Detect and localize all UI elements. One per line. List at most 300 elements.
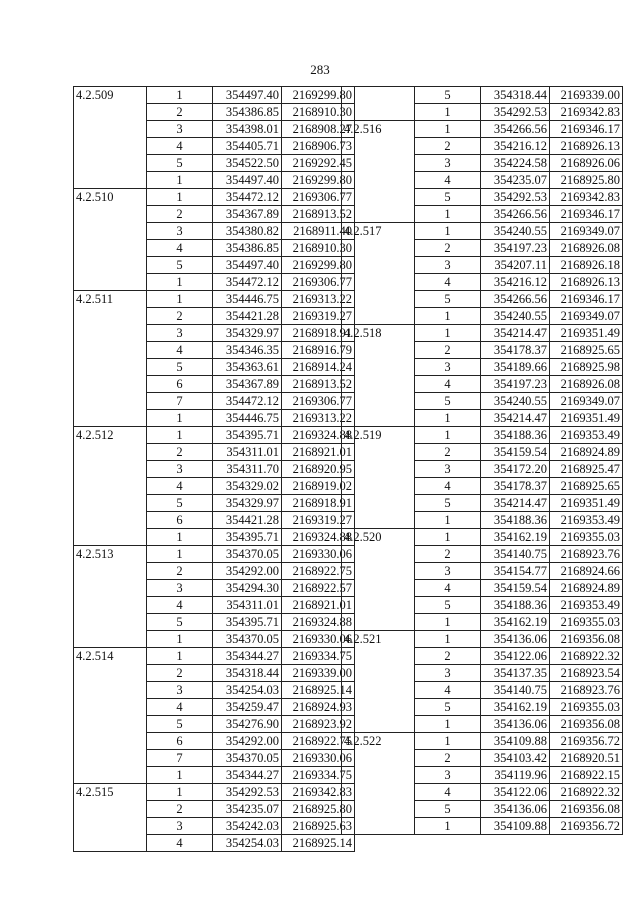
table-row xyxy=(342,257,623,274)
point-number-cell: 5 xyxy=(147,257,213,274)
table-row xyxy=(74,716,355,733)
x-coordinate-cell: 354140.75 xyxy=(481,546,550,563)
x-coordinate-cell: 354162.19 xyxy=(481,614,550,631)
point-number-cell: 2 xyxy=(415,648,481,665)
x-coordinate-cell: 354240.55 xyxy=(481,223,550,240)
x-coordinate-cell: 354214.47 xyxy=(481,325,550,342)
point-number-cell: 2 xyxy=(147,104,213,121)
x-coordinate-cell: 354292.53 xyxy=(481,104,550,121)
y-coordinate-cell: 2169330.06 xyxy=(282,750,355,767)
y-coordinate-cell: 2168908.27 xyxy=(282,121,355,138)
x-coordinate-cell: 354266.56 xyxy=(481,206,550,223)
parcel-id-cell xyxy=(74,716,147,733)
y-coordinate-cell: 2169349.07 xyxy=(550,393,623,410)
y-coordinate-cell: 2169313.22 xyxy=(282,291,355,308)
parcel-id-cell xyxy=(342,614,415,631)
x-coordinate-cell: 354386.85 xyxy=(213,240,282,257)
point-number-cell: 4 xyxy=(415,274,481,291)
parcel-id-cell xyxy=(342,410,415,427)
coordinates-table-right xyxy=(341,86,623,835)
table-row xyxy=(74,529,355,546)
point-number-cell: 6 xyxy=(147,376,213,393)
y-coordinate-cell: 2169351.49 xyxy=(550,495,623,512)
parcel-id-cell xyxy=(342,308,415,325)
point-number-cell: 1 xyxy=(415,512,481,529)
parcel-id-cell xyxy=(342,461,415,478)
point-number-cell: 4 xyxy=(147,138,213,155)
y-coordinate-cell: 2169351.49 xyxy=(550,325,623,342)
point-number-cell: 5 xyxy=(415,495,481,512)
parcel-id-cell xyxy=(74,172,147,189)
parcel-id-cell xyxy=(74,461,147,478)
parcel-id-cell xyxy=(74,376,147,393)
table-row xyxy=(74,682,355,699)
point-number-cell: 5 xyxy=(147,359,213,376)
y-coordinate-cell: 2168926.18 xyxy=(550,257,623,274)
table-row xyxy=(342,495,623,512)
y-coordinate-cell: 2168921.01 xyxy=(282,597,355,614)
parcel-id-cell xyxy=(74,631,147,648)
point-number-cell: 5 xyxy=(415,801,481,818)
point-number-cell: 5 xyxy=(147,614,213,631)
parcel-id-cell xyxy=(74,240,147,257)
point-number-cell: 4 xyxy=(147,478,213,495)
parcel-id-cell xyxy=(74,835,147,852)
point-number-cell: 2 xyxy=(415,444,481,461)
table-row xyxy=(342,308,623,325)
point-number-cell: 4 xyxy=(415,580,481,597)
x-coordinate-cell: 354188.36 xyxy=(481,427,550,444)
parcel-id-cell xyxy=(342,546,415,563)
x-coordinate-cell: 354254.03 xyxy=(213,835,282,852)
point-number-cell: 1 xyxy=(415,631,481,648)
x-coordinate-cell: 354137.35 xyxy=(481,665,550,682)
point-number-cell: 2 xyxy=(147,308,213,325)
point-number-cell: 4 xyxy=(147,240,213,257)
parcel-id-cell xyxy=(342,155,415,172)
parcel-id-cell xyxy=(74,104,147,121)
parcel-id-cell: 4.2.512 xyxy=(74,427,147,444)
x-coordinate-cell: 354109.88 xyxy=(481,733,550,750)
point-number-cell: 6 xyxy=(147,733,213,750)
table-row xyxy=(74,274,355,291)
parcel-id-cell xyxy=(342,699,415,716)
table-row xyxy=(342,716,623,733)
y-coordinate-cell: 2169330.06 xyxy=(282,546,355,563)
x-coordinate-cell: 354235.07 xyxy=(481,172,550,189)
x-coordinate-cell: 354140.75 xyxy=(481,682,550,699)
x-coordinate-cell: 354242.03 xyxy=(213,818,282,835)
parcel-id-cell xyxy=(74,682,147,699)
table-row xyxy=(74,376,355,393)
parcel-id-cell xyxy=(74,206,147,223)
x-coordinate-cell: 354472.12 xyxy=(213,189,282,206)
x-coordinate-cell: 354216.12 xyxy=(481,274,550,291)
x-coordinate-cell: 354188.36 xyxy=(481,512,550,529)
y-coordinate-cell: 2169353.49 xyxy=(550,512,623,529)
point-number-cell: 1 xyxy=(147,648,213,665)
y-coordinate-cell: 2169319.27 xyxy=(282,512,355,529)
table-row xyxy=(342,665,623,682)
y-coordinate-cell: 2169346.17 xyxy=(550,291,623,308)
point-number-cell: 1 xyxy=(415,410,481,427)
table-row xyxy=(74,189,355,206)
point-number-cell: 3 xyxy=(147,818,213,835)
table-row xyxy=(74,835,355,852)
table-row xyxy=(342,342,623,359)
y-coordinate-cell: 2168923.76 xyxy=(550,546,623,563)
y-coordinate-cell: 2168924.89 xyxy=(550,444,623,461)
parcel-id-cell xyxy=(74,563,147,580)
point-number-cell: 1 xyxy=(415,206,481,223)
parcel-id-cell xyxy=(342,444,415,461)
parcel-id-cell xyxy=(74,342,147,359)
parcel-id-cell: 4.2.520 xyxy=(342,529,415,546)
point-number-cell: 2 xyxy=(147,444,213,461)
y-coordinate-cell: 2168913.52 xyxy=(282,206,355,223)
table-row xyxy=(74,240,355,257)
x-coordinate-cell: 354311.01 xyxy=(213,597,282,614)
table-row xyxy=(74,818,355,835)
table-row xyxy=(342,784,623,801)
y-coordinate-cell: 2169349.07 xyxy=(550,223,623,240)
parcel-id-cell xyxy=(74,801,147,818)
table-row xyxy=(342,461,623,478)
point-number-cell: 1 xyxy=(147,274,213,291)
y-coordinate-cell: 2168926.08 xyxy=(550,376,623,393)
parcel-id-cell xyxy=(74,665,147,682)
x-coordinate-cell: 354367.89 xyxy=(213,206,282,223)
point-number-cell: 5 xyxy=(415,393,481,410)
x-coordinate-cell: 354311.01 xyxy=(213,444,282,461)
y-coordinate-cell: 2169353.49 xyxy=(550,427,623,444)
table-row xyxy=(74,121,355,138)
point-number-cell: 5 xyxy=(415,87,481,104)
point-number-cell: 3 xyxy=(147,461,213,478)
parcel-id-cell xyxy=(342,478,415,495)
point-number-cell: 1 xyxy=(415,733,481,750)
parcel-id-cell xyxy=(74,410,147,427)
point-number-cell: 2 xyxy=(415,546,481,563)
x-coordinate-cell: 354162.19 xyxy=(481,699,550,716)
parcel-id-cell xyxy=(342,563,415,580)
x-coordinate-cell: 354159.54 xyxy=(481,444,550,461)
y-coordinate-cell: 2169324.88 xyxy=(282,427,355,444)
parcel-id-cell xyxy=(342,291,415,308)
point-number-cell: 3 xyxy=(147,121,213,138)
table-row xyxy=(74,257,355,274)
table-row xyxy=(74,546,355,563)
parcel-id-cell xyxy=(74,597,147,614)
parcel-id-cell xyxy=(74,733,147,750)
y-coordinate-cell: 2168925.47 xyxy=(550,461,623,478)
x-coordinate-cell: 354421.28 xyxy=(213,308,282,325)
x-coordinate-cell: 354292.53 xyxy=(213,784,282,801)
point-number-cell: 1 xyxy=(147,189,213,206)
point-number-cell: 2 xyxy=(415,240,481,257)
point-number-cell: 7 xyxy=(147,393,213,410)
x-coordinate-cell: 354446.75 xyxy=(213,291,282,308)
x-coordinate-cell: 354398.01 xyxy=(213,121,282,138)
parcel-id-cell xyxy=(342,767,415,784)
y-coordinate-cell: 2169334.75 xyxy=(282,767,355,784)
point-number-cell: 3 xyxy=(147,223,213,240)
y-coordinate-cell: 2169346.17 xyxy=(550,121,623,138)
table-row xyxy=(342,359,623,376)
parcel-id-cell xyxy=(342,393,415,410)
table-row xyxy=(74,580,355,597)
table-row xyxy=(342,376,623,393)
parcel-id-cell xyxy=(74,393,147,410)
parcel-id-cell xyxy=(342,648,415,665)
point-number-cell: 5 xyxy=(415,291,481,308)
point-number-cell: 3 xyxy=(147,580,213,597)
table-row xyxy=(342,155,623,172)
table-row xyxy=(342,767,623,784)
table-row xyxy=(74,631,355,648)
point-number-cell: 4 xyxy=(147,835,213,852)
table-row xyxy=(342,478,623,495)
x-coordinate-cell: 354136.06 xyxy=(481,801,550,818)
point-number-cell: 4 xyxy=(147,342,213,359)
table-row xyxy=(74,393,355,410)
table-row xyxy=(74,444,355,461)
table-row xyxy=(74,427,355,444)
table-row xyxy=(74,733,355,750)
table-row xyxy=(74,291,355,308)
x-coordinate-cell: 354346.35 xyxy=(213,342,282,359)
x-coordinate-cell: 354370.05 xyxy=(213,546,282,563)
table-row xyxy=(342,614,623,631)
x-coordinate-cell: 354103.42 xyxy=(481,750,550,767)
parcel-id-cell xyxy=(342,206,415,223)
parcel-id-cell xyxy=(74,512,147,529)
point-number-cell: 6 xyxy=(147,512,213,529)
y-coordinate-cell: 2168920.51 xyxy=(550,750,623,767)
y-coordinate-cell: 2169356.08 xyxy=(550,716,623,733)
y-coordinate-cell: 2169342.83 xyxy=(550,104,623,121)
x-coordinate-cell: 354189.66 xyxy=(481,359,550,376)
parcel-id-cell xyxy=(342,818,415,835)
parcel-id-cell xyxy=(342,716,415,733)
point-number-cell: 3 xyxy=(147,682,213,699)
point-number-cell: 3 xyxy=(415,257,481,274)
parcel-id-cell xyxy=(342,138,415,155)
x-coordinate-cell: 354344.27 xyxy=(213,767,282,784)
parcel-id-cell xyxy=(342,801,415,818)
point-number-cell: 2 xyxy=(147,801,213,818)
point-number-cell: 1 xyxy=(415,529,481,546)
table-row xyxy=(342,138,623,155)
point-number-cell: 4 xyxy=(415,682,481,699)
x-coordinate-cell: 354214.47 xyxy=(481,410,550,427)
point-number-cell: 3 xyxy=(415,155,481,172)
y-coordinate-cell: 2169319.27 xyxy=(282,308,355,325)
y-coordinate-cell: 2168910.30 xyxy=(282,240,355,257)
x-coordinate-cell: 354472.12 xyxy=(213,274,282,291)
x-coordinate-cell: 354207.11 xyxy=(481,257,550,274)
point-number-cell: 4 xyxy=(415,172,481,189)
parcel-id-cell xyxy=(342,342,415,359)
y-coordinate-cell: 2169306.77 xyxy=(282,274,355,291)
table-row xyxy=(74,801,355,818)
point-number-cell: 1 xyxy=(415,308,481,325)
table-row xyxy=(74,342,355,359)
y-coordinate-cell: 2168913.52 xyxy=(282,376,355,393)
parcel-id-cell xyxy=(342,665,415,682)
x-coordinate-cell: 354344.27 xyxy=(213,648,282,665)
point-number-cell: 3 xyxy=(415,665,481,682)
table-row xyxy=(74,138,355,155)
parcel-id-cell: 4.2.516 xyxy=(342,121,415,138)
point-number-cell: 4 xyxy=(415,478,481,495)
y-coordinate-cell: 2169342.83 xyxy=(282,784,355,801)
y-coordinate-cell: 2168925.80 xyxy=(550,172,623,189)
point-number-cell: 1 xyxy=(415,121,481,138)
parcel-id-cell xyxy=(342,104,415,121)
y-coordinate-cell: 2168920.95 xyxy=(282,461,355,478)
parcel-id-cell xyxy=(342,274,415,291)
table-row xyxy=(342,240,623,257)
point-number-cell: 1 xyxy=(147,784,213,801)
x-coordinate-cell: 354395.71 xyxy=(213,427,282,444)
x-coordinate-cell: 354446.75 xyxy=(213,410,282,427)
y-coordinate-cell: 2168924.93 xyxy=(282,699,355,716)
y-coordinate-cell: 2168923.76 xyxy=(550,682,623,699)
table-row xyxy=(74,614,355,631)
table-row xyxy=(342,121,623,138)
point-number-cell: 2 xyxy=(415,750,481,767)
parcel-id-cell xyxy=(342,240,415,257)
parcel-id-cell xyxy=(74,155,147,172)
x-coordinate-cell: 354472.12 xyxy=(213,393,282,410)
point-number-cell: 2 xyxy=(415,138,481,155)
y-coordinate-cell: 2169356.72 xyxy=(550,733,623,750)
y-coordinate-cell: 2168922.15 xyxy=(550,767,623,784)
y-coordinate-cell: 2168919.02 xyxy=(282,478,355,495)
y-coordinate-cell: 2169351.49 xyxy=(550,410,623,427)
point-number-cell: 1 xyxy=(415,427,481,444)
x-coordinate-cell: 354292.00 xyxy=(213,563,282,580)
point-number-cell: 7 xyxy=(147,750,213,767)
y-coordinate-cell: 2169355.03 xyxy=(550,614,623,631)
y-coordinate-cell: 2168926.06 xyxy=(550,155,623,172)
y-coordinate-cell: 2168925.65 xyxy=(550,342,623,359)
y-coordinate-cell: 2169356.72 xyxy=(550,818,623,835)
x-coordinate-cell: 354235.07 xyxy=(213,801,282,818)
y-coordinate-cell: 2168922.57 xyxy=(282,580,355,597)
point-number-cell: 5 xyxy=(415,699,481,716)
y-coordinate-cell: 2169299.80 xyxy=(282,172,355,189)
table-row xyxy=(74,699,355,716)
x-coordinate-cell: 354405.71 xyxy=(213,138,282,155)
table-row xyxy=(342,733,623,750)
y-coordinate-cell: 2169292.45 xyxy=(282,155,355,172)
table-row xyxy=(342,580,623,597)
table-row xyxy=(74,104,355,121)
parcel-id-cell xyxy=(74,257,147,274)
x-coordinate-cell: 354240.55 xyxy=(481,308,550,325)
y-coordinate-cell: 2169355.03 xyxy=(550,529,623,546)
table-row xyxy=(74,767,355,784)
table-row xyxy=(74,359,355,376)
x-coordinate-cell: 354197.23 xyxy=(481,376,550,393)
point-number-cell: 5 xyxy=(147,495,213,512)
x-coordinate-cell: 354329.97 xyxy=(213,495,282,512)
parcel-id-cell: 4.2.509 xyxy=(74,87,147,104)
parcel-id-cell xyxy=(74,121,147,138)
x-coordinate-cell: 354136.06 xyxy=(481,631,550,648)
parcel-id-cell xyxy=(74,818,147,835)
y-coordinate-cell: 2168925.98 xyxy=(550,359,623,376)
point-number-cell: 5 xyxy=(415,597,481,614)
table-row xyxy=(74,172,355,189)
x-coordinate-cell: 354266.56 xyxy=(481,291,550,308)
y-coordinate-cell: 2169353.49 xyxy=(550,597,623,614)
x-coordinate-cell: 354370.05 xyxy=(213,631,282,648)
table-row xyxy=(342,444,623,461)
point-number-cell: 1 xyxy=(415,614,481,631)
y-coordinate-cell: 2168926.13 xyxy=(550,274,623,291)
point-number-cell: 3 xyxy=(147,325,213,342)
table-row xyxy=(342,206,623,223)
parcel-id-cell xyxy=(74,138,147,155)
x-coordinate-cell: 354294.30 xyxy=(213,580,282,597)
table-row xyxy=(74,648,355,665)
table-row xyxy=(342,274,623,291)
parcel-id-cell xyxy=(342,257,415,274)
table-row xyxy=(74,478,355,495)
y-coordinate-cell: 2168926.08 xyxy=(550,240,623,257)
x-coordinate-cell: 354224.58 xyxy=(481,155,550,172)
table-row xyxy=(342,699,623,716)
table-row xyxy=(74,784,355,801)
x-coordinate-cell: 354395.71 xyxy=(213,614,282,631)
y-coordinate-cell: 2168921.01 xyxy=(282,444,355,461)
parcel-id-cell xyxy=(342,87,415,104)
parcel-id-cell xyxy=(74,767,147,784)
parcel-id-cell: 4.2.517 xyxy=(342,223,415,240)
x-coordinate-cell: 354386.85 xyxy=(213,104,282,121)
parcel-id-cell xyxy=(342,750,415,767)
y-coordinate-cell: 2168906.73 xyxy=(282,138,355,155)
x-coordinate-cell: 354329.02 xyxy=(213,478,282,495)
point-number-cell: 5 xyxy=(147,155,213,172)
x-coordinate-cell: 354188.36 xyxy=(481,597,550,614)
table-row xyxy=(342,223,623,240)
y-coordinate-cell: 2168925.14 xyxy=(282,835,355,852)
y-coordinate-cell: 2169299.80 xyxy=(282,257,355,274)
y-coordinate-cell: 2169313.22 xyxy=(282,410,355,427)
table-row xyxy=(74,87,355,104)
y-coordinate-cell: 2169324.88 xyxy=(282,614,355,631)
x-coordinate-cell: 354172.20 xyxy=(481,461,550,478)
parcel-id-cell: 4.2.513 xyxy=(74,546,147,563)
y-coordinate-cell: 2169324.88 xyxy=(282,529,355,546)
y-coordinate-cell: 2168918.91 xyxy=(282,495,355,512)
y-coordinate-cell: 2169355.03 xyxy=(550,699,623,716)
y-coordinate-cell: 2168924.89 xyxy=(550,580,623,597)
table-row xyxy=(342,189,623,206)
x-coordinate-cell: 354109.88 xyxy=(481,818,550,835)
table-row xyxy=(342,648,623,665)
y-coordinate-cell: 2168916.79 xyxy=(282,342,355,359)
y-coordinate-cell: 2169306.77 xyxy=(282,393,355,410)
table-row xyxy=(74,750,355,767)
y-coordinate-cell: 2168923.54 xyxy=(550,665,623,682)
table-row xyxy=(342,104,623,121)
parcel-id-cell: 4.2.515 xyxy=(74,784,147,801)
